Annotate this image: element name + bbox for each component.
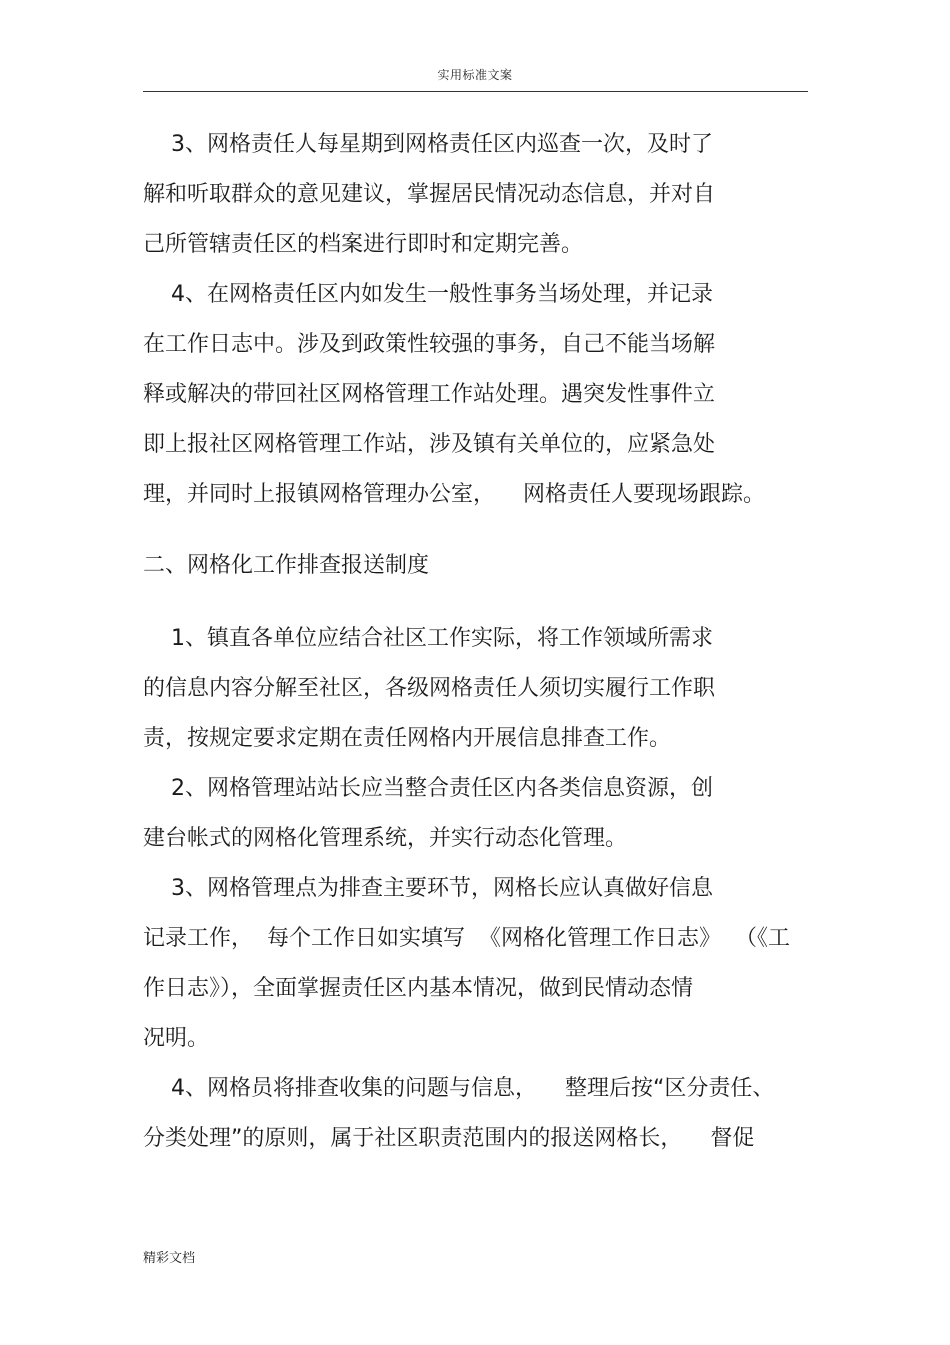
text-line: 4、网格员将排查收集的问题与信息， 整理后按“区分责任、 <box>143 1076 775 1101</box>
text-line: 2、网格管理站站长应当整合责任区内各类信息资源，创 <box>143 776 713 801</box>
text-line: 1、镇直各单位应结合社区工作实际，将工作领域所需求 <box>143 626 713 651</box>
text-line: 3、网格管理点为排查主要环节，网格长应认真做好信息 <box>143 876 713 901</box>
header-divider <box>143 91 808 92</box>
text-line: 记录工作， 每个工作日如实填写 《网格化管理工作日志》 （《工 <box>143 926 790 951</box>
text-line: 分类处理”的原则，属于社区职责范围内的报送网格长， 督促 <box>143 1126 755 1151</box>
text-line: 即上报社区网格管理工作站，涉及镇有关单位的，应紧急处 <box>143 432 716 457</box>
text-line: 理，并同时上报镇网格管理办公室， 网格责任人要现场跟踪。 <box>143 482 765 507</box>
section-heading: 二、网格化工作排查报送制度 <box>143 553 430 578</box>
text-line: 己所管辖责任区的档案进行即时和定期完善。 <box>143 232 584 257</box>
text-line: 解和听取群众的意见建议，掌握居民情况动态信息，并对自 <box>143 182 716 207</box>
text-line: 4、在网格责任区内如发生一般性事务当场处理，并记录 <box>143 282 713 307</box>
text-line: 释或解决的带回社区网格管理工作站处理。遇突发性事件立 <box>143 382 716 407</box>
text-line: 在工作日志中。涉及到政策性较强的事务，自己不能当场解 <box>143 332 716 357</box>
text-line: 建台帐式的网格化管理系统，并实行动态化管理。 <box>143 826 628 851</box>
text-line: 况明。 <box>143 1026 210 1051</box>
text-line: 的信息内容分解至社区，各级网格责任人须切实履行工作职 <box>143 676 716 701</box>
text-line: 责，按规定要求定期在责任网格内开展信息排查工作。 <box>143 726 672 751</box>
text-line: 作日志》），全面掌握责任区内基本情况，做到民情动态情 <box>143 976 694 1001</box>
page-header: 实用标准文案 <box>437 68 513 82</box>
page-footer: 精彩文档 <box>143 1251 196 1266</box>
text-line: 3、网格责任人每星期到网格责任区内巡查一次，及时了 <box>143 132 713 157</box>
